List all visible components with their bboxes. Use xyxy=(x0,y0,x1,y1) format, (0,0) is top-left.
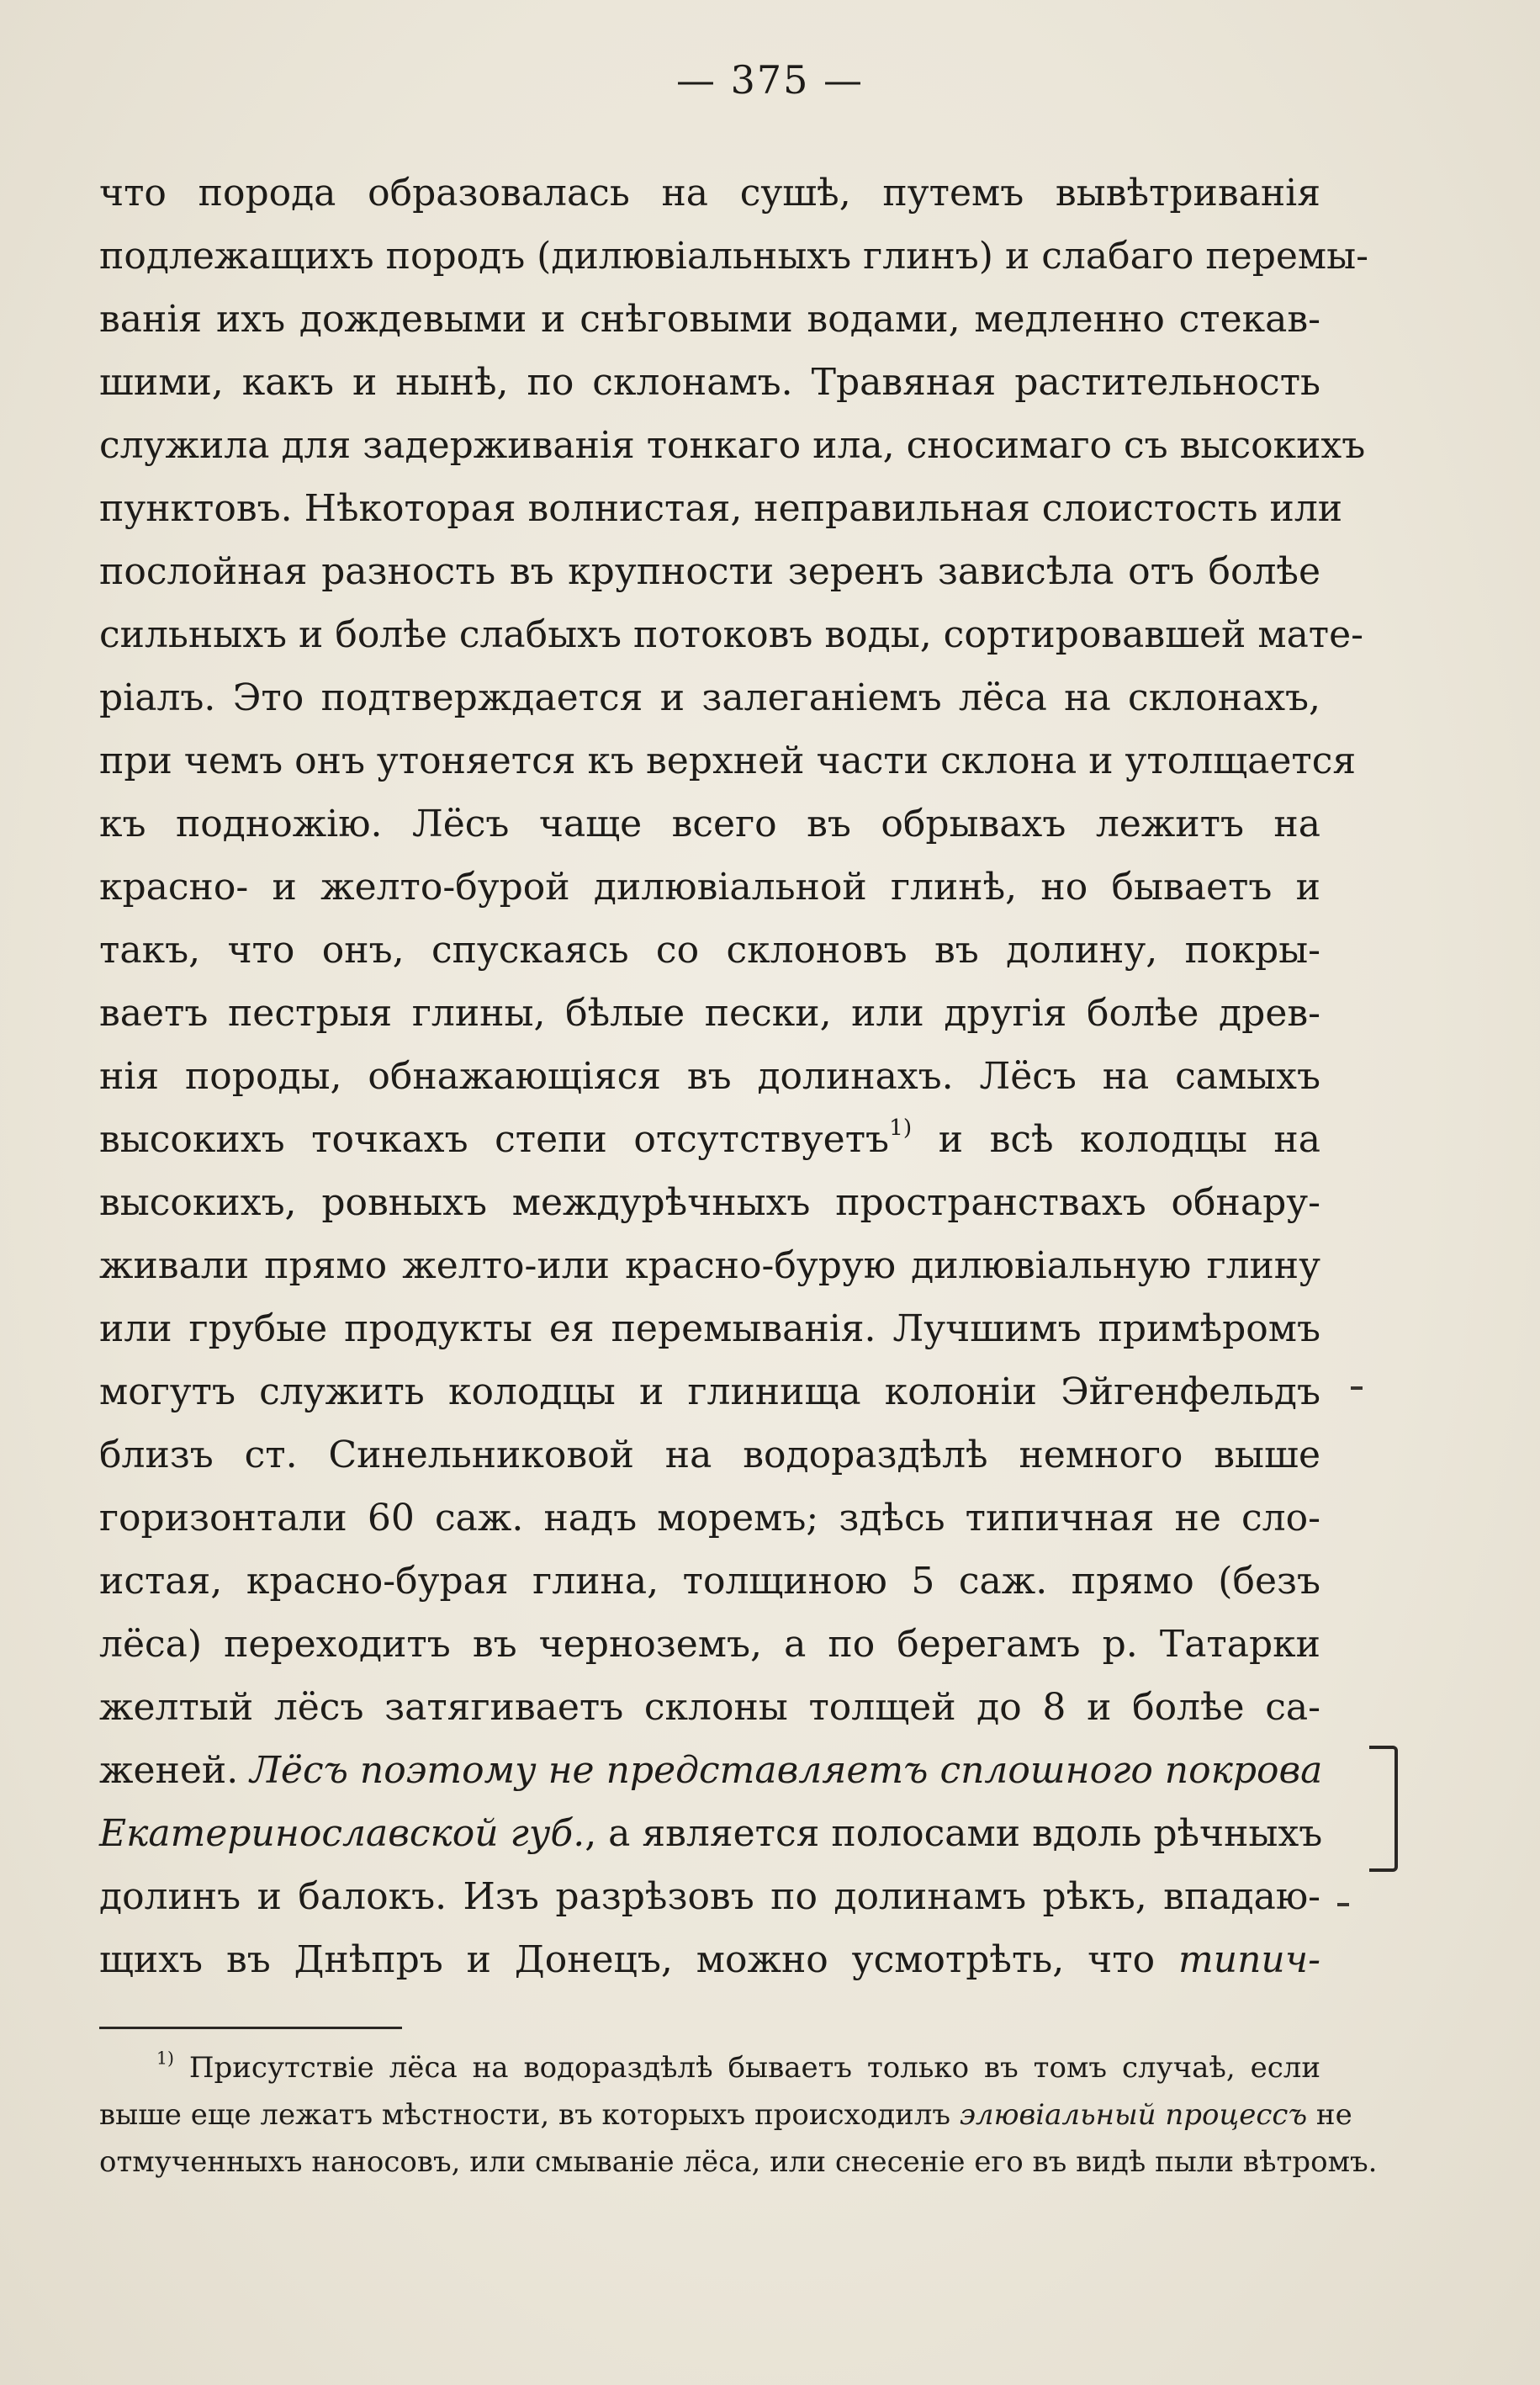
text-segment: горизонтали 60 саж. надъ моремъ; здѣсь типичная не сло- xyxy=(99,1497,1320,1540)
text-line xyxy=(99,1865,1320,1928)
text-segment: высокихъ точкахъ степи отсутствуетъ xyxy=(99,1118,890,1161)
text-segment: нія породы, обнажающіяся въ долинахъ. Лёсъ на самыхъ xyxy=(99,1055,1320,1098)
text-segment: женей. xyxy=(99,1749,251,1792)
text-line xyxy=(99,982,1320,1045)
text-segment: лёса) переходитъ въ черноземъ, а по берегамъ р. Татарки xyxy=(99,1623,1320,1666)
text-segment: ріалъ. Это подтверждается и залеганіемъ лёса на склонахъ, xyxy=(99,676,1320,719)
text-segment: что порода образовалась на сушѣ, путемъ вывѣтриванія xyxy=(99,172,1320,215)
text-segment: къ подножію. Лёсъ чаще всего въ обрывахъ лежитъ на xyxy=(99,803,1320,845)
italic-text: Лёсъ поэтому не представляетъ сплошного покрова xyxy=(250,1749,1323,1792)
text-line xyxy=(99,1360,1320,1423)
text-segment: щихъ въ Днѣпръ и Донецъ, можно усмотрѣть, что xyxy=(99,1938,1179,1981)
text-line xyxy=(99,1928,1320,1991)
text-segment: отмученныхъ наносовъ, или смываніе лёса, или снесеніе его въ видѣ пыли вѣтромъ. xyxy=(99,2145,1378,2179)
italic-text: типич- xyxy=(1178,1938,1320,1981)
text-segment: пунктовъ. Нѣкоторая волнистая, неправильная слоистость или xyxy=(99,487,1343,530)
footnote-line xyxy=(99,2139,1378,2186)
text-line xyxy=(99,477,1343,540)
text-segment: при чемъ онъ утоняется къ верхней части склона и утолщается xyxy=(99,739,1357,782)
footnotes xyxy=(99,2044,1378,2186)
text-segment: красно- и желто-бурой дилювіальной глинѣ, но бываетъ и xyxy=(99,866,1320,909)
text-segment: желтый лёсъ затягиваетъ склоны толщей до 8 и болѣе са- xyxy=(99,1686,1320,1729)
footnote-line xyxy=(99,2044,1320,2091)
text-line xyxy=(99,1487,1320,1550)
text-line xyxy=(99,792,1320,856)
italic-text: Екатеринославской губ. xyxy=(99,1812,585,1855)
text-line xyxy=(99,1802,1323,1865)
text-segment: могутъ служить колодцы и глинища колоніи Эйгенфельдъ xyxy=(99,1370,1320,1413)
text-segment: или грубые продукты ея перемыванія. Лучшимъ примѣромъ xyxy=(99,1307,1320,1350)
text-line xyxy=(99,1108,1320,1171)
text-line xyxy=(99,288,1320,351)
text-segment: живали прямо желто-или красно-бурую дилювіальную глину xyxy=(99,1244,1320,1287)
text-line xyxy=(99,162,1320,225)
text-line xyxy=(99,414,1366,477)
text-line xyxy=(99,1676,1320,1739)
text-line xyxy=(99,1550,1320,1613)
text-line xyxy=(99,1297,1320,1360)
text-segment: , а является полосами вдоль рѣчныхъ xyxy=(585,1812,1323,1855)
text-segment: служила для задерживанія тонкаго ила, сносимаго съ высокихъ xyxy=(99,424,1366,467)
text-line xyxy=(99,729,1357,792)
footnote-ref: 1) xyxy=(156,2048,174,2069)
text-segment: ванія ихъ дождевыми и снѣговыми водами, медленно стекав- xyxy=(99,298,1320,341)
text-segment: долинъ и балокъ. Изъ разрѣзовъ по долинамъ рѣкъ, впадаю- xyxy=(99,1875,1320,1918)
text-segment: истая, красно-бурая глина, толщиною 5 саж. прямо (безъ xyxy=(99,1560,1320,1603)
text-line xyxy=(99,603,1364,666)
footnote-line xyxy=(99,2091,1352,2139)
text-segment: не xyxy=(1307,2098,1352,2132)
text-segment: высокихъ, ровныхъ междурѣчныхъ пространствахъ обнару- xyxy=(99,1181,1320,1224)
text-line xyxy=(99,666,1320,729)
margin-tick-mark xyxy=(1337,1903,1349,1906)
text-segment: шими, какъ и нынѣ, по склонамъ. Травяная растительность xyxy=(99,361,1320,404)
text-line xyxy=(99,919,1320,982)
main-text xyxy=(99,162,1369,1991)
text-line xyxy=(99,1045,1320,1108)
text-segment: ваетъ пестрыя глины, бѣлые пески, или другія болѣе древ- xyxy=(99,992,1320,1035)
text-line xyxy=(99,540,1320,603)
text-segment: и всѣ колодцы на xyxy=(912,1118,1320,1161)
text-line xyxy=(99,1739,1323,1802)
page-number: — 375 — xyxy=(675,57,865,103)
text-line xyxy=(99,351,1320,414)
text-segment: Присутствіе лёса на водораздѣлѣ бываетъ только въ томъ случаѣ, если xyxy=(173,2051,1320,2085)
text-segment: подлежащихъ породъ (дилювіальныхъ глинъ) и слабаго перемы- xyxy=(99,235,1369,278)
footnote-rule xyxy=(99,2027,402,2029)
text-line xyxy=(99,1234,1320,1297)
italic-text: элювіальный процессъ xyxy=(959,2098,1308,2132)
text-line xyxy=(99,856,1320,919)
text-segment: послойная разность въ крупности зеренъ зависѣла отъ болѣе xyxy=(99,550,1320,593)
margin-tick-mark xyxy=(1351,1386,1363,1390)
footnote-ref: 1) xyxy=(889,1115,913,1142)
text-segment: выше еще лежатъ мѣстности, въ которыхъ происходилъ xyxy=(99,2098,960,2132)
margin-bracket-mark xyxy=(1369,1746,1398,1872)
text-segment: близъ ст. Синельниковой на водораздѣлѣ немного выше xyxy=(99,1434,1320,1476)
text-line xyxy=(99,1613,1320,1676)
text-line xyxy=(99,1171,1320,1234)
text-segment: такъ, что онъ, спускаясь со склоновъ въ долину, покры- xyxy=(99,929,1320,972)
text-segment: сильныхъ и болѣе слабыхъ потоковъ воды, сортировавшей мате- xyxy=(99,613,1364,656)
text-line xyxy=(99,1423,1320,1487)
text-line xyxy=(99,225,1369,288)
